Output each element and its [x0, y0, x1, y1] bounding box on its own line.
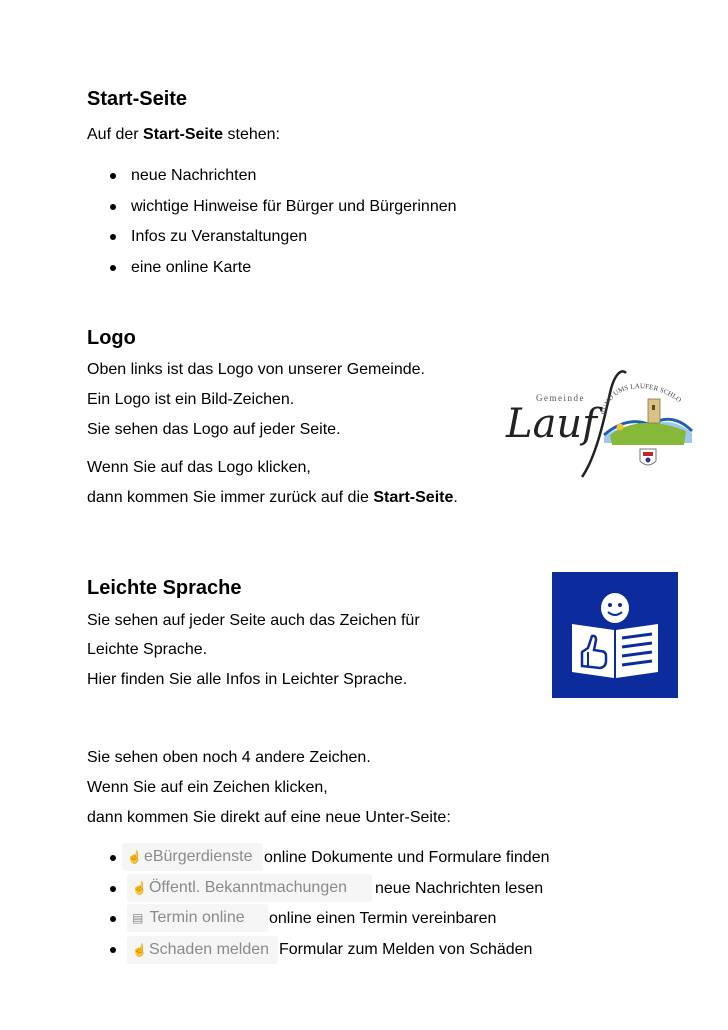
logo-text-suffix: .: [453, 489, 458, 506]
item-description: neue Nachrichten lesen: [375, 880, 544, 897]
leichte-text: Sie sehen auf jeder Seite auch das Zeichen für: [87, 612, 420, 629]
start-intro: [87, 126, 280, 144]
other-text: Sie sehen oben noch 4 andere Zeichen.: [87, 749, 371, 766]
gemeinde-lauf-logo[interactable]: [500, 365, 700, 483]
start-intro-bold: Start-Seite: [143, 126, 224, 143]
schaden-melden-button[interactable]: [127, 936, 278, 964]
leichte-text: Hier finden Sie alle Infos in Leichter Sprache.: [87, 671, 408, 688]
eye: [608, 603, 612, 607]
leichte-sprache-icon[interactable]: [552, 572, 678, 698]
logo-shield: [640, 449, 656, 465]
hand-icon: ☝: [132, 943, 147, 957]
logo-text: Sie sehen das Logo auf jeder Seite.: [87, 421, 341, 438]
item-description: online einen Termin vereinbaren: [269, 910, 497, 927]
logo-shield-band: [643, 452, 653, 456]
bullet: [110, 204, 116, 210]
logo-tower: [648, 399, 660, 423]
chip-label: Öffentl. Bekanntmachungen: [148, 879, 348, 896]
logo-word-main: Lauf: [506, 401, 597, 447]
start-heading: Start-Seite: [87, 88, 188, 110]
bullet: [110, 855, 116, 861]
ebuergerdienste-button[interactable]: [122, 843, 263, 871]
logo-text: Wenn Sie auf das Logo klicken,: [87, 459, 311, 476]
logo-shield-grapes: [646, 458, 651, 463]
logo-text: Ein Logo ist ein Bild-Zeichen.: [87, 391, 295, 408]
eye: [618, 603, 622, 607]
logo-sun: [617, 424, 624, 431]
leichte-heading: Leichte Sprache: [87, 577, 242, 599]
logo-text-prefix: dann kommen Sie immer zurück auf die: [87, 489, 374, 506]
item-description: Formular zum Melden von Schäden: [279, 941, 533, 958]
logo-arc-text: RUND UMS LAUFER SCHLO: [599, 382, 683, 416]
bullet: [110, 234, 116, 240]
bullet: [110, 947, 116, 953]
termin-online-button[interactable]: [127, 904, 268, 932]
logo-word-top: Gemeinde: [536, 393, 585, 403]
bullet: [110, 916, 116, 922]
bekanntmachungen-button[interactable]: [127, 874, 372, 902]
other-text: dann kommen Sie direkt auf eine neue Unter-Seite:: [87, 809, 451, 826]
bullet: [110, 886, 116, 892]
item-description: online Dokumente und Formulare finden: [264, 849, 550, 866]
bullet: [110, 173, 116, 179]
hand-icon: ☝: [127, 850, 142, 864]
head: [601, 593, 629, 623]
start-intro-suffix: stehen:: [223, 126, 280, 143]
chip-label: Termin online: [149, 909, 245, 926]
start-item: neue Nachrichten: [131, 167, 257, 184]
calendar-icon: ▤: [132, 911, 144, 925]
logo-heading: Logo: [87, 327, 136, 349]
start-intro-prefix: Auf der: [87, 126, 144, 143]
start-item: eine online Karte: [131, 259, 252, 276]
logo-text: Oben links ist das Logo von unserer Gemeinde.: [87, 361, 425, 378]
start-item: wichtige Hinweise für Bürger und Bürgerinnen: [131, 198, 457, 215]
hand-icon: ☝: [132, 881, 147, 895]
reading-person-icon: [552, 572, 678, 698]
bullet: [110, 265, 116, 271]
logo-tower-window: [652, 405, 655, 410]
logo-text: [87, 489, 458, 507]
logo-text-bold: Start-Seite: [373, 489, 454, 506]
chip-label: eBürgerdienste: [143, 848, 253, 865]
chip-label: Schaden melden: [148, 941, 270, 958]
leichte-text: Leichte Sprache.: [87, 641, 208, 658]
start-item: Infos zu Veranstaltungen: [131, 228, 308, 245]
other-text: Wenn Sie auf ein Zeichen klicken,: [87, 779, 328, 796]
